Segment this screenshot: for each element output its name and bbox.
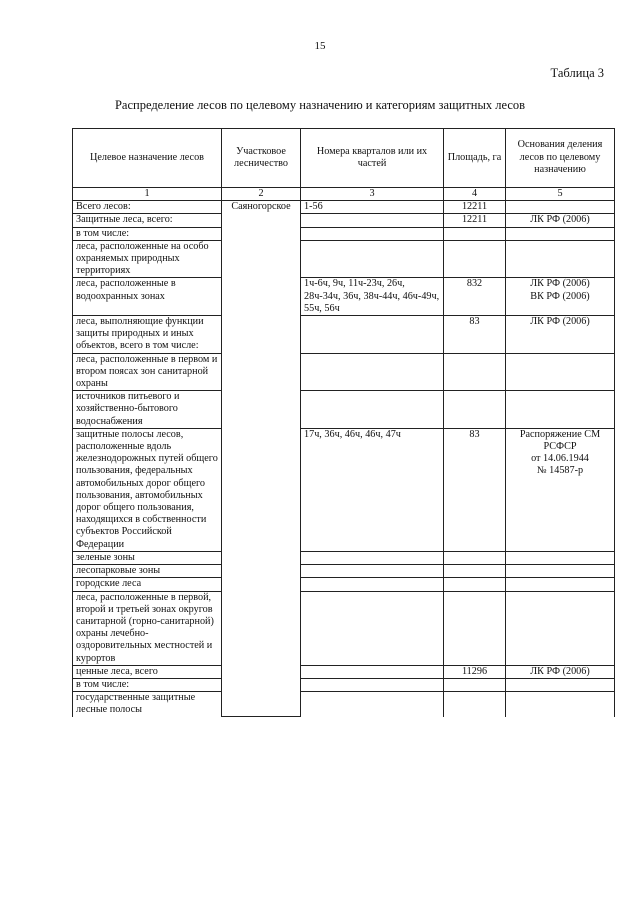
table-row bbox=[73, 316, 615, 354]
cell-purpose: леса, расположенные в первом и втором поясах зон санитарной охраны bbox=[73, 353, 222, 391]
cell-basis bbox=[506, 227, 615, 240]
header-row bbox=[73, 129, 615, 188]
cell-quarters bbox=[301, 316, 444, 354]
table-row bbox=[73, 565, 615, 578]
cell-area bbox=[444, 353, 506, 391]
column-number: 4 bbox=[444, 188, 506, 201]
cell-purpose: в том числе: bbox=[73, 678, 222, 691]
cell-division: Саяногорское bbox=[222, 201, 301, 717]
table-row bbox=[73, 678, 615, 691]
cell-area bbox=[444, 578, 506, 591]
cell-quarters bbox=[301, 678, 444, 691]
cell-quarters bbox=[301, 227, 444, 240]
cell-basis bbox=[506, 551, 615, 564]
cell-quarters bbox=[301, 353, 444, 391]
cell-basis bbox=[506, 391, 615, 429]
cell-basis bbox=[506, 678, 615, 691]
cell-quarters bbox=[301, 665, 444, 678]
table-row bbox=[73, 201, 615, 214]
cell-purpose: в том числе: bbox=[73, 227, 222, 240]
cell-quarters bbox=[301, 578, 444, 591]
table-row bbox=[73, 240, 615, 278]
document-title: Распределение лесов по целевому назначению и категориям защитных лесов bbox=[114, 98, 526, 112]
table-row bbox=[73, 214, 615, 227]
cell-quarters: 1-56 bbox=[301, 201, 444, 214]
table-row bbox=[73, 692, 615, 717]
cell-purpose: городские леса bbox=[73, 578, 222, 591]
cell-purpose: леса, расположенные на особо охраняемых природных территориях bbox=[73, 240, 222, 278]
cell-area bbox=[444, 240, 506, 278]
cell-area bbox=[444, 692, 506, 717]
cell-basis bbox=[506, 353, 615, 391]
table-row bbox=[73, 353, 615, 391]
cell-purpose: леса, расположенные в первой, второй и третьей зонах округов санитарной (горно-санитарной) охраны лечебно-оздоровительных местностей и курортов bbox=[73, 591, 222, 665]
cell-basis bbox=[506, 692, 615, 717]
cell-area: 12211 bbox=[444, 201, 506, 214]
page-number: 15 bbox=[314, 40, 326, 52]
cell-purpose: зеленые зоны bbox=[73, 551, 222, 564]
cell-purpose: Защитные леса, всего: bbox=[73, 214, 222, 227]
table-row bbox=[73, 578, 615, 591]
cell-area: 12211 bbox=[444, 214, 506, 227]
table-row bbox=[73, 278, 615, 316]
cell-area bbox=[444, 565, 506, 578]
header-basis: Основания деления лесов по целевому назначению bbox=[506, 129, 615, 188]
column-number: 3 bbox=[301, 188, 444, 201]
cell-purpose: леса, выполняющие функции защиты природных и иных объектов, всего в том числе: bbox=[73, 316, 222, 354]
table-row bbox=[73, 591, 615, 665]
cell-basis bbox=[506, 201, 615, 214]
cell-quarters bbox=[301, 565, 444, 578]
cell-quarters bbox=[301, 692, 444, 717]
cell-quarters bbox=[301, 391, 444, 429]
cell-area: 83 bbox=[444, 428, 506, 551]
cell-basis: ЛК РФ (2006) bbox=[506, 316, 615, 354]
cell-quarters bbox=[301, 214, 444, 227]
cell-quarters bbox=[301, 591, 444, 665]
table-row bbox=[73, 665, 615, 678]
table-row bbox=[73, 227, 615, 240]
cell-basis bbox=[506, 565, 615, 578]
cell-area bbox=[444, 551, 506, 564]
table-body bbox=[73, 201, 615, 717]
table-row bbox=[73, 551, 615, 564]
cell-basis: ЛК РФ (2006) bbox=[506, 214, 615, 227]
cell-purpose: ценные леса, всего bbox=[73, 665, 222, 678]
cell-area bbox=[444, 591, 506, 665]
column-number-row bbox=[73, 188, 615, 201]
cell-area bbox=[444, 391, 506, 429]
cell-purpose: государственные защитные лесные полосы bbox=[73, 692, 222, 717]
table-row bbox=[73, 391, 615, 429]
cell-basis bbox=[506, 591, 615, 665]
column-number: 1 bbox=[73, 188, 222, 201]
column-number: 5 bbox=[506, 188, 615, 201]
cell-purpose: Всего лесов: bbox=[73, 201, 222, 214]
cell-basis: Распоряжение СМ РСФСР от 14.06.1944 № 14587-р bbox=[506, 428, 615, 551]
forest-distribution-table bbox=[72, 128, 615, 717]
cell-basis: ЛК РФ (2006) bbox=[506, 665, 615, 678]
cell-area: 832 bbox=[444, 278, 506, 316]
cell-purpose: защитные полосы лесов, расположенные вдоль железнодорожных путей общего пользования, федеральных автомобильных дорог общего пользования, автомобильных дорог общего пользования, находящихся в собственности субъектов Российской Федерации bbox=[73, 428, 222, 551]
cell-area bbox=[444, 227, 506, 240]
cell-quarters bbox=[301, 240, 444, 278]
table-row bbox=[73, 428, 615, 551]
header-purpose: Целевое назначение лесов bbox=[73, 129, 222, 188]
cell-quarters: 1ч-6ч, 9ч, 11ч-23ч, 26ч, 28ч-34ч, 36ч, 38ч-44ч, 46ч-49ч, 55ч, 56ч bbox=[301, 278, 444, 316]
cell-quarters: 17ч, 36ч, 46ч, 46ч, 47ч bbox=[301, 428, 444, 551]
cell-basis: ЛК РФ (2006) ВК РФ (2006) bbox=[506, 278, 615, 316]
cell-purpose: лесопарковые зоны bbox=[73, 565, 222, 578]
cell-basis bbox=[506, 240, 615, 278]
cell-purpose: леса, расположенные в водоохранных зонах bbox=[73, 278, 222, 316]
cell-area: 11296 bbox=[444, 665, 506, 678]
cell-quarters bbox=[301, 551, 444, 564]
cell-area: 83 bbox=[444, 316, 506, 354]
column-number: 2 bbox=[222, 188, 301, 201]
header-area: Площадь, га bbox=[444, 129, 506, 188]
cell-purpose: источников питьевого и хозяйственно-бытового водоснабжения bbox=[73, 391, 222, 429]
table-label: Таблица 3 bbox=[550, 66, 604, 80]
cell-basis bbox=[506, 578, 615, 591]
cell-area bbox=[444, 678, 506, 691]
header-quarters: Номера кварталов или их частей bbox=[301, 129, 444, 188]
header-division: Участковое лесничество bbox=[222, 129, 301, 188]
